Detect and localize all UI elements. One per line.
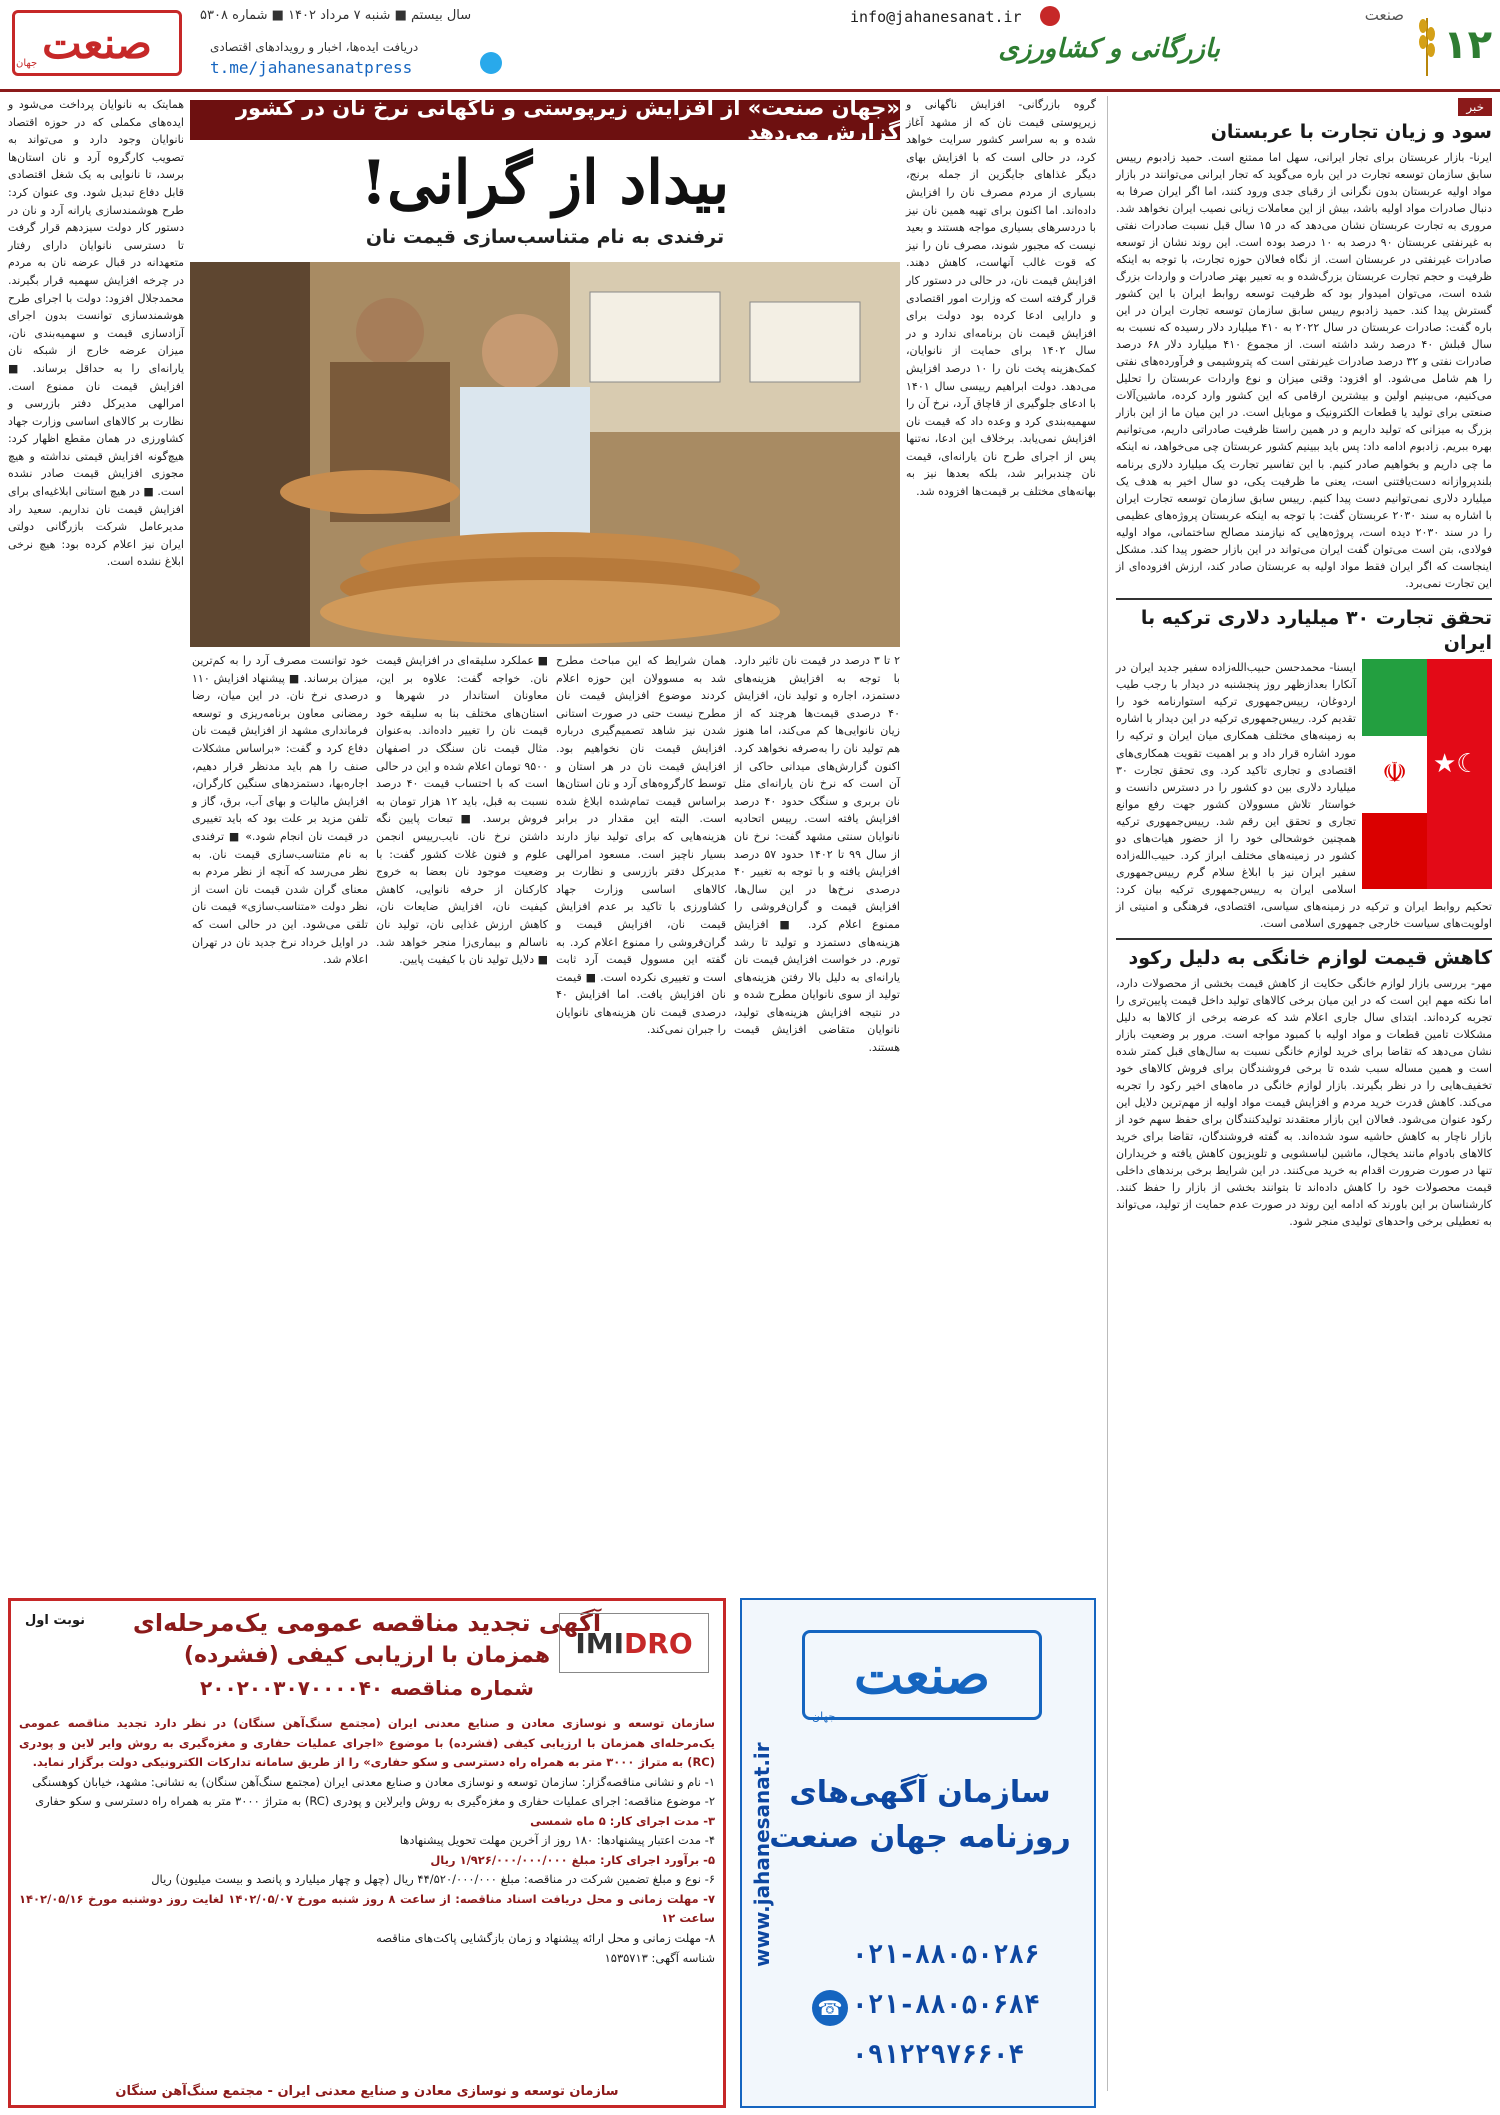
divider (1116, 598, 1492, 600)
article-subhead: ترفندی به نام متناسب‌سازی قیمت نان (365, 226, 725, 248)
ad-phone-2[interactable]: ۰۲۱-۸۸۰۵۰۶۸۴ (852, 1990, 1040, 2020)
ad-shenase: شناسه آگهی: ۱۵۳۵۷۱۳ (604, 1950, 715, 1965)
turkey-flag-icon (1427, 659, 1492, 889)
dro-logo-sub: DRO (624, 1626, 693, 1660)
ad-intro: سازمان توسعه و نوسازی معادن و صنایع معدنی ایران (مجتمع سنگ‌آهن سنگان) در نظر دارد تجدید مناقصه عمومی یک‌مرحله‌ای همزمان با ارزیابی کیفی (فشرده) با موضوع «اجرای عملیات حفاری و مغزه‌گیری به روش وایر لاین و پودری (RC) به متراژ ۳۰۰۰ متر به همراه راه دسترسی و سکو حفاری» را از طریق سامانه تدارکات الکترونیکی دولت برگزار نماید. (19, 1716, 715, 1770)
section-top-label: صنعت (1364, 6, 1404, 24)
article-kicker: «جهان صنعت» از افزایش زیرپوستی و ناگهانی نرخ نان در کشور گزارش می‌دهد (190, 100, 900, 140)
tender-advertisement (8, 1598, 726, 2108)
mail-icon (1040, 6, 1060, 26)
article-column-5: خود توانست مصرف آرد را به کم‌ترین میزان برساند. ■ پیشنهاد افزایش ۱۱۰ درصدی نرخ نان. در این میان، رضا رمضانی معاون برنامه‌ریزی و توسعه فرمانداری مشهد از افزایش قیمت نان دفاع کرد و گفت: «براساس مشکلات صنف را هم باید مدنظر قرار دهیم، اجاره‌بها، دستمزدهای سنگین کارگران، افزایش مالیات و بهای آب، برق، گاز و تلفن مزید بر علت بود که باید تغییری در قیمت نان انجام شود.» ■ ترفندی به نام متناسب‌سازی قیمت نان. به نظر می‌رسد که آنچه از نظر مردم به معنای گران شدن قیمت نان است از نظر دولت «متناسب‌سازی» قیمت نان تلقی می‌شود. این در حالی است که در اوایل خرداد نرخ جدید نان در تهران اعلام شد. (192, 654, 368, 967)
story-title-saudi: سود و زیان تجارت با عربستان (1210, 121, 1492, 143)
article-column-3: همان شرایط که این مباحث مطرح شد به مسوولان این حوزه اعلام کردند موضوع افزایش قیمت نان مطرح نیست حتی در صورت استانی شدن نیز شاهد تصمیم‌گیری درباره افزایش قیمت نان نخواهیم بود. افزایش قیمت نان در هر استان و توسط کارگروه‌های آرد و نان استان‌ها براساس قیمت تمام‌شده ابلاغ شده است. البته این مقدار در برابر هزینه‌هایی که برای تولید نیاز دارند بسیار ناچیز است. مسعود امرالهی مدیرکل دفتر بازرسی و نظارت بر کالاهای اساسی وزارت جهاد کشاورزی با تاکید بر عدم افزایش قیمت نان، افزایش قیمت و گران‌فروشی را ممنوع اعلام کرد. به گفته این مسوول قیمت آرد ثابت است و تغییری نکرده است. ■ قیمت نان افزایش یافت. اما افزایش ۴۰ درصدی قیمت نان هزینه‌های نانوایان را جبران نمی‌کند. (556, 654, 726, 1037)
section-title: بازرگانی و کشاورزی (998, 34, 1220, 64)
ad-paper-title-2: روزنامه جهان صنعت (769, 1820, 1071, 1855)
article-column-1: گروه بازرگانی- افزایش ناگهانی و زیرپوستی قیمت نان که از مشهد آغاز شده و به سراسر کشور سرایت خواهد کرد، در حالی است که با افزایش بهای دیگر غذاهای جایگزین از جمله برنج، بسیاری از مردم مصرف نان را افزایش داده‌اند. اما اکنون برای تهیه همین نان نیز با دردسرهای بسیاری مواجه هستند و بعید نیست که مجبور شوند، مصرف نان را نیز که قوت غالب آنهاست، کاهش دهند. افزایش قیمت نان، در حالی در دستور کار قرار گرفته است که وزارت امور اقتصادی و دارایی ادعا کرده بود دولت برای افزایش قیمت نان برنامه‌ای ندارد و در سال ۱۴۰۲ برای حمایت از نانوایان، کمک‌هزینه پخت نان را ۱۰ درصد افزایش می‌دهد. دولت ابراهیم رییسی سال ۱۴۰۱ با ادعای جلوگیری از قاچاق آرد، نرخ آن را سهمیه‌بندی کرد و وعده داد که قیمت نان افزایش نمی‌یابد. برخلاف این ادعا، نه‌تنها پس از اجرای طرح نان یارانه‌ای، قیمت نان چندبرابر شد، بلکه بعدها نیز به بهانه‌های مختلف بر قیمت‌ها افزوده شد. (906, 98, 1096, 499)
story-body-saudi: ایرنا- بازار عربستان برای تجار ایرانی، سهل اما ممتنع است. حمید زادبوم رییس سابق سازمان توسعه تجارت در این باره می‌گوید که تجار ایرانی می‌توانند در بازار مواد اولیه عربستان بدون نگرانی از رقبای جدی ورود کنند، اما اگر ایران صرفا به دنبال صادرات مواد اولیه باشد، بیش از این معاملات زیانی نصیب ایران نخواهد شد. مروری به تجارت عربستان نشان می‌دهد که در ۱۵ سال قبل نسبت صادرات نفتی به غیرنفتی عربستان ۹۰ درصد به ۱۰ درصد بوده است. این روند نشان از توسعه صادرات غیرنفتی در عربستان است. از نگاه فعالان حوزه تجارت، با توجه به اینکه ظرفیت و حجم تجارت عربستان بزرگ‌شده و به تعبیر بهتر صادرات و واردات بزرگ شده است، می‌توان امیدوار بود که ظرفیت توسعه روابط ایران با این کشور گسترش پیدا کند. حمید زادبوم رییس سابق سازمان توسعه تجارت ایران در این باره گفت: صادرات عربستان در سال ۲۰۲۲ به ۴۱۰ میلیارد دلار رسیده که نسبت به سال قبلش ۴۰ درصد رشد داشته است. از مجموع ۴۱۰ میلیارد دلار ۶۸ درصد صادرات نفتی و ۳۲ درصد صادرات غیرنفتی است که پتروشیمی و فرآورده‌های نفتی را هم شامل می‌شود. او افزود: وقتی میزان و نوع واردات عربستان را تحلیل می‌کنیم، می‌بینیم اولین و بیشترین ارقامی که این کشور وارد کرده، ماشین‌آلات صنعتی برای تولید یا قطعات الکترونیک و موبایل است. در این میان ما از این بازار بزرگ به میزانی که تولید داریم و در همین راستا ظرفیت صادراتی داریم، می‌توانیم بهره ببریم. زادبوم ادامه داد: پس باید ببینیم کشور عربستان چی می‌خواهد، نه اینکه ما چی داریم و بخواهیم صادر کنیم. با این تفاسیر تجارت یک میلیارد دلاری برنامه بلندپروازانه دست‌یافتنی است، یعنی ما ظرفیت یکی، دو سال اخیر به هدف یک میلیارد دلاری نمی‌توانیم دست پیدا کنیم. رییس سابق سازمان توسعه تجارت ایران با اشاره به سند ۲۰۳۰ عربستان گفت: با توجه به اینکه عربستان پروژه‌های عظیمی را در سند ۲۰۳۰ دیده است، پروژه‌هایی که نیازمند مصالح ساختمانی، مواد اولیه فولادی، بتن است می‌توان گفت ایران می‌تواند در این بازار حضور پیدا کند. مشکل اینجاست که اگر ایران فقط مواد اولیه به عربستان صادر کند، ارزش افزوده‌ای از این تجارت نمی‌برد. (1116, 150, 1493, 590)
email-link[interactable]: info@jahanesanat.ir (850, 8, 1022, 26)
turkey-iran-flags (1362, 659, 1492, 889)
article-column-4: ■ عملکرد سلیقه‌ای در افزایش قیمت نان. خواجه گفت: علاوه بر این، معاونان استاندار در شهرها و استان‌های مختلف بنا به سلیقه خود قیمت نان را تغییر داده‌اند. به‌عنوان مثال قیمت نان سنگک در اصفهان ۹۵۰۰ تومان اعلام شده و این در حالی است که با احتساب قیمت ۴۰ درصد نسبت به قبل، باید ۱۲ هزار تومان به فروش برسد. ■ تبعات پایین نگه داشتن نرخ نان. نایب‌رییس انجمن علوم و فنون غلات کشور گفت: با وضعیت موجود نان بعضا به خروج کارکنان از حرفه نانوایی، کاهش کیفیت نان، افزایش ضایعات نان، کاهش ارزش غذایی نان، تولید نان ناسالم و بیماری‌زا منجر خواهد شد. ■ دلایل تولید نان با کیفیت پایین. (376, 654, 548, 967)
ad-paper-title-1: سازمان آگهی‌های (789, 1775, 1051, 1810)
ad-title-1: آگهی تجدید مناقصه عمومی یک‌مرحله‌ای (132, 1609, 602, 1637)
page-header (0, 0, 1500, 92)
article-headline: بیداد از گرانی! (360, 148, 730, 218)
iran-flag-icon (1362, 659, 1427, 889)
bakery-photo (190, 262, 900, 647)
ad-items (19, 1714, 715, 1968)
ad-item-3: ۳- مدت اجرای کار: ۵ ماه شمسی (530, 1813, 715, 1828)
newspaper-logo: صنعت (12, 10, 182, 76)
phone-icon: ☎ (812, 1990, 848, 2026)
ad-item-4: ۴- مدت اعتبار پیشنهادها: ۱۸۰ روز از آخرین مهلت تحویل پیشنهادها (399, 1833, 715, 1848)
page-number: ۱۲ (1443, 22, 1492, 68)
ad-item-2: ۲- موضوع مناقصه: اجرای عملیات حفاری و مغزه‌گیری به روش وایرلاین و پودری (RC) به متراژ ۳۰۰۰ متر به همراه راه دسترسی و سکو حفاری (35, 1794, 715, 1809)
divider (1116, 938, 1492, 940)
telegram-link[interactable]: t.me/jahanesanatpress (210, 58, 413, 77)
ad-round-label: نوبت اول (25, 1613, 86, 1628)
issue-info: سال بیستم ■ شنبه ۷ مرداد ۱۴۰۲ ■ شماره ۵۳۰۸ (200, 8, 472, 23)
ad-item-6: ۶- نوع و مبلغ تضمین شرکت در مناقصه: مبلغ ۴۴/۵۲۰/۰۰۰/۰۰۰ ریال (چهل و چهار میلیارد و پانصد و بیست میلیون) ریال (151, 1872, 715, 1887)
ad-website[interactable]: www.jahanesanat.ir (750, 1742, 774, 1968)
dro-logo (559, 1613, 709, 1673)
wheat-icon (1416, 8, 1438, 78)
ad-newspaper-logo-sub: جهان (812, 1710, 836, 1723)
newspaper-advertisement (740, 1598, 1096, 2108)
ad-phone-3[interactable]: ۰۹۱۲۲۹۷۶۶۰۴ (852, 2040, 1025, 2070)
ad-footer: سازمان توسعه و نوسازی معادن و صنایع معدنی ایران - مجتمع سنگ‌آهن سنگان (115, 2084, 619, 2099)
story-body-turkey: ایسنا- محمدحسن حبیب‌الله‌زاده سفیر جدید ایران در آنکارا بعدازظهر روز پنجشنبه در دیدار با رجب طیب اردوغان، رییس‌جمهوری ترکیه استوارنامه خود را تقدیم کرد. رییس‌جمهوری ترکیه در این دیدار با اشاره به زمینه‌های مختلف همکاری میان ایران و ترکیه را مورد اشاره قرار داد و بر اهمیت تقویت همکاری‌های اقتصادی و تجاری تاکید کرد. وی تحقق تجارت ۳۰ میلیارد دلاری بین دو کشور را در دسترس دانست و خواستار تلاش مسوولان کشور جهت رفع موانع تجاری و تحقق این رقم شد. رییس‌جمهوری ترکیه همچنین خوشحالی خود را از حضور هیات‌های دو کشور در زمینه‌های مختلف ابراز کرد. حبیب‌الله‌زاده سفیر ایران نیز با ابلاغ سلام گرم رییس‌جمهوری اسلامی ایران به رییس‌جمهوری ترکیه بیان کرد: تحکیم روابط ایران و ترکیه در زمینه‌های سیاسی، اقتصادی، فرهنگی و امنیتی از اولویت‌های سیاست خارجی جمهوری اسلامی است. (1116, 661, 1492, 930)
telegram-note: دریافت ایده‌ها، اخبار و رویدادهای اقتصادی (210, 40, 419, 54)
ad-item-1: ۱- نام و نشانی مناقصه‌گزار: سازمان توسعه و نوسازی معادن و صنایع معدنی ایران (مجتمع سنگ‌آهن سنگان) به نشانی: مشهد، خیابان کوهسنگی (32, 1774, 715, 1789)
story-title-turkey: تحقق تجارت ۳۰ میلیارد دلاری ترکیه با ایران (1140, 606, 1492, 654)
news-tag: خبر (1458, 98, 1492, 116)
bakery-image (190, 262, 900, 647)
telegram-icon (480, 52, 502, 74)
dro-logo-main: IMI (575, 1626, 625, 1660)
story-title-appliances: کاهش قیمت لوازم خانگی به دلیل رکود (1128, 947, 1492, 970)
news-column (1107, 96, 1492, 2091)
ad-title-2: همزمان با ارزیابی کیفی (فشرده) (183, 1643, 551, 1668)
ad-item-7: ۷- مهلت زمانی و محل دریافت اسناد مناقصه: از ساعت ۸ روز شنبه مورخ ۱۴۰۲/۰۵/۰۷ لغایت روز دوشنبه مورخ ۱۴۰۲/۰۵/۱۶ ساعت ۱۲ (19, 1891, 715, 1926)
article-column-2: ۲ تا ۳ درصد در قیمت نان تاثیر دارد. با توجه به افزایش هزینه‌های دستمزد، اجاره و تولید نان، افزایش ۴۰ درصدی قیمت‌ها هرچند که از زیان نانوایی‌ها کم می‌کند، اما هنوز هم تولید نان را به‌صرفه نخواهد کرد. اکنون گزارش‌های میدانی حاکی از آن است که نرخ نان یارانه‌ای مثل نان بربری و سنگک حدود ۴۰ درصد افزایش یافته است. رییس اتحادیه نانوایان سنتی مشهد گفت: نرخ نان از سال ۹۹ تا ۱۴۰۲ حدود ۵۷ درصد افزایش یافته و با توجه به تغییر ۴۰ درصدی نرخ‌ها در این سال‌ها، افزایش قیمت و گران‌فروشی را ممنوع اعلام کرد. ■ افزایش هزینه‌های دستمزد و تولید تا رشد تورم. در خواست افزایش قیمت نان یارانه‌ای به دلیل بالا رفتن هزینه‌های تولید از سوی نانوایان مطرح شده و در نتیجه افزایش هزینه‌های تولید، نانوایان متقاضی افزایش قیمت هستند. (734, 654, 900, 1055)
newspaper-logo-sub: جهان (16, 58, 38, 69)
ad-tender-number: شماره مناقصه ۲۰۰۲۰۰۳۰۷۰۰۰۰۴۰ (200, 1676, 534, 1700)
ad-item-5: ۵- برآورد اجرای کار: مبلغ ۱/۹۲۶/۰۰۰/۰۰۰/۰۰۰ ریال (430, 1852, 715, 1867)
ad-phone-1[interactable]: ۰۲۱-۸۸۰۵۰۲۸۶ (852, 1940, 1040, 1970)
ad-item-8: ۸- مهلت زمانی و محل ارائه پیشنهاد و زمان بازگشایی پاکت‌های مناقصه (376, 1931, 715, 1946)
story-body-appliances: مهر- بررسی بازار لوازم خانگی حکایت از کاهش قیمت بخشی از محصولات دارد، اما نکته مهم این است که در این میان برخی کالاهای تولید داخل قیمت پایین‌تری را تجربه کرده‌اند. ابتدای سال جاری اعلام شد که عرضه برخی از کالاها به دلیل مشکلات تامین قطعات و مواد اولیه با کمبود مواجه است. مرور بر وضعیت بازار نشان می‌دهد که تقاضا برای خرید لوازم خانگی نسبت به سال‌های قبل کمتر شده است و همین مساله سبب شده تا برخی فروشندگان برای فروش کالاهای خود تخفیف‌هایی را در نظر بگیرند. بازار لوازم خانگی در ماه‌های اخیر رکود را تجربه می‌کند. کاهش قدرت خرید مردم و افزایش قیمت مواد اولیه از مهم‌ترین دلایل این رکود عنوان می‌شود. فعالان این بازار معتقدند تولیدکنندگان برای حفظ سهم خود از بازار ناچار به کاهش حاشیه سود شده‌اند. به گفته فروشندگان، تقاضا برای خرید کالاهای بادوام مانند یخچال، ماشین لباسشویی و تلویزیون کاهش یافته و خریداران تنها در صورت ضرورت اقدام به خرید می‌کنند. در این شرایط برخی برندهای داخلی قیمت محصولات خود را کاهش داده‌اند تا بتوانند بخشی از بازار را حفظ کنند. کارشناسان بر این باورند که ادامه این روند در صورت عدم حمایت از تولید، می‌تواند به تعطیلی برخی واحدهای تولیدی منجر شود. (1116, 976, 1492, 1229)
ad-newspaper-logo: صنعت (802, 1630, 1042, 1720)
article-column-6: همایتک به نانوایان پرداخت می‌شود و ایده‌های مکملی که در حوزه اقتصاد نانوایان وجود دارد و می‌تواند به تصویب کارگروه آرد و نان استان‌ها برسد، تا نانوایی به یک شغل اقتصادی قابل دفاع تبدیل شود. وی عنوان کرد: طرح هوشمندسازی یارانه آرد و نان در دستور کار دولت سیزدهم قرار گرفت تا دسترسی نانوایان دارای رفتار متعهدانه در قبال عرضه نان به مردم در چرخه افزایش سهمیه قرار بگیرند. محمدجلال افزود: دولت با اجرای طرح هوشمندسازی توانست بدون اجرای آزادسازی قیمت و سهمیه‌بندی نان، میزان عرضه خارج از شبکه نان یارانه‌ای را به حداقل برساند. ■ افزایش قیمت نان ممنوع است. امرالهی مدیرکل دفتر بازرسی و نظارت بر کالاهای اساسی وزارت جهاد کشاورزی در همان مقطع اظهار کرد: هیچ‌گونه افزایش قیمتی نداشته و هیچ مجوزی افزایش قیمت صادر نشده است. ■ در هیچ استانی ابلاغیه‌ای برای افزایش قیمت نان نداریم. سعید راد مدیرعامل شرکت بازرگانی دولتی ایران نیز اعلام کرده بود: هیچ نرخی ابلاغ نشده است. (8, 98, 184, 569)
